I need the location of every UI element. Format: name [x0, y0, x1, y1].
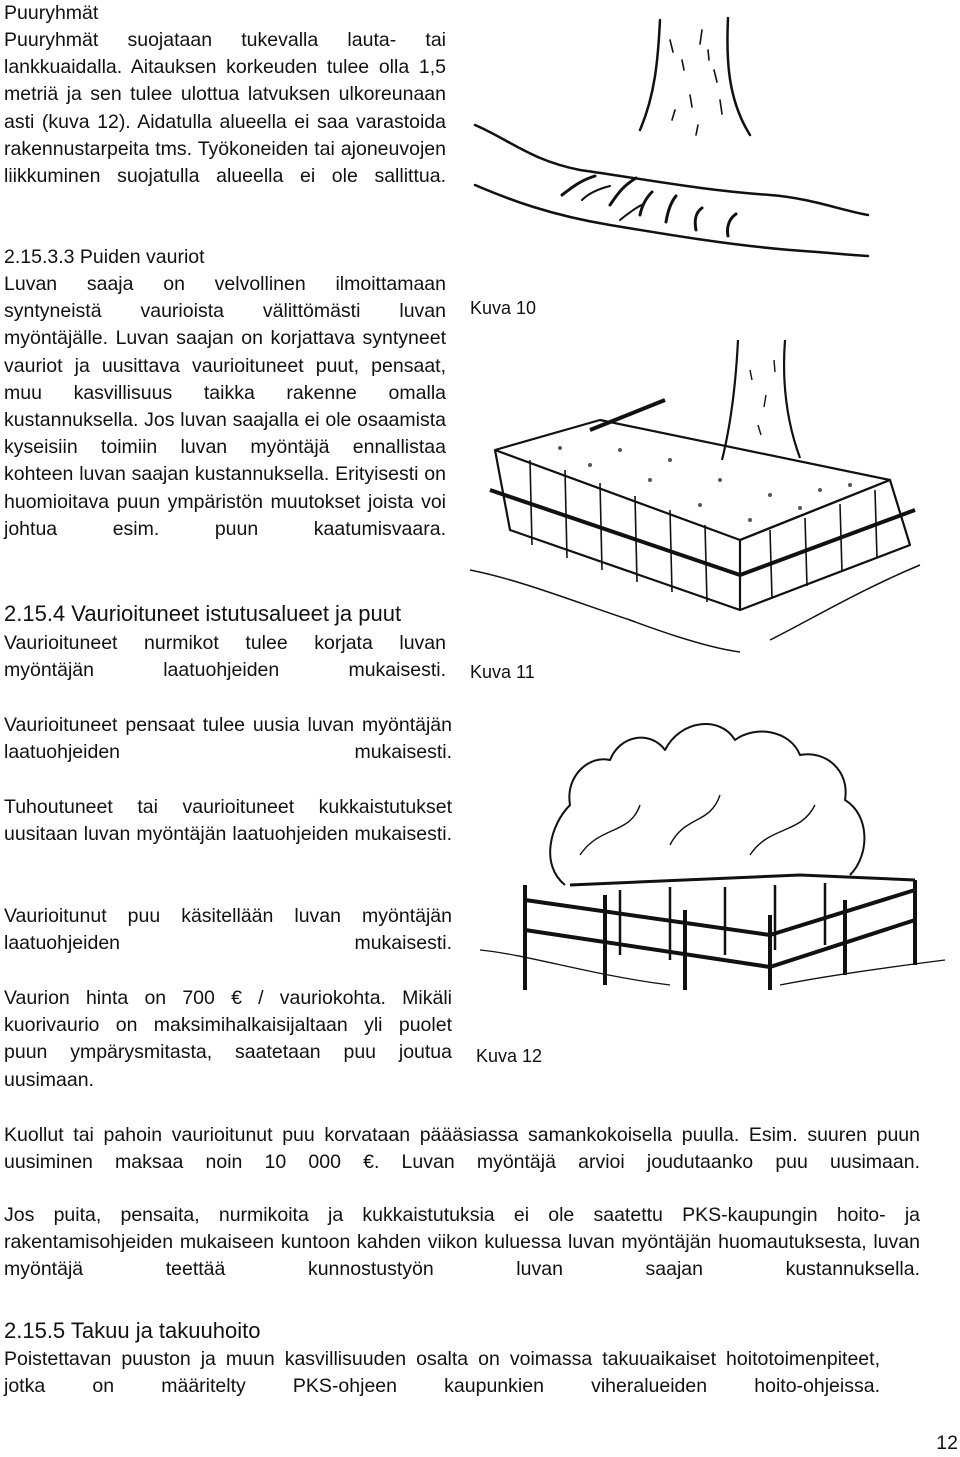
paragraph-vauriot: Luvan saaja on velvollinen ilmoittamaan syntyneistä vaurioista välittömästi luvan myöntäjälle. Luvan saajan on korjattava syntyneet vauriot ja uusittava vaurioituneet puut, pensaat, muu kasvillisuus taikka rakenne omalla kustannuksella. Jos luvan saajalla ei ole osaamista kyseisiin toimiin luvan myöntäjä ennallistaa kohteen luvan saajan kustannuksella. Erityisesti on huomioitava puun ympäristön muutokset joista voi johtua esim. puun kaatumisvaara. [4, 273, 446, 540]
paragraph-nurmikot: Vaurioituneet nurmikot tulee korjata luvan myöntäjän laatuohjeiden mukaisesti. [4, 632, 446, 682]
tree-box-protection-illustration [470, 330, 950, 660]
caption-kuva-11: Kuva 11 [470, 662, 535, 682]
heading-takuu-ja-takuuhoito: 2.15.5 Takuu ja takuuhoito [4, 1318, 261, 1343]
paragraph-kunnostus: Jos puita, pensaita, nurmikoita ja kukkaistutuksia ei ole saatettu PKS-kaupungin hoito- ja rakentamisohjeiden mukaiseen kuntoon kahden viikon kuluessa luvan myöntäjän huomautuksesta, luvan myöntäjä teettää kunnostustyön luvan saajan kustannuksella. [4, 1204, 920, 1281]
figure-kuva-11 [470, 330, 950, 660]
paragraph-kukkaistutukset: Tuhoutuneet tai vaurioituneet kukkaistutukset uusitaan luvan myöntäjän laatuohjeiden mukaisesti. [4, 796, 452, 846]
paragraph-takuu: Poistettavan puuston ja muun kasvillisuuden osalta on voimassa takuuaikaiset hoitotoimenpiteet, jotka on määritelty PKS-ohjeen kaupunkien viheralueiden hoito-ohjeissa. [4, 1348, 880, 1398]
heading-puuryhmat: Puuryhmät [4, 2, 99, 24]
paragraph-vaurion-hinta: Vaurion hinta on 700 € / vauriokohta. Mikäli kuorivaurio on maksimihalkaisijaltaan yli puolet puun ympärysmitasta, saatetaan puu joutua uusimaan. [4, 987, 452, 1091]
caption-kuva-10: Kuva 10 [470, 298, 537, 318]
tree-trunk-damage-illustration [470, 0, 870, 260]
paragraph-puuryhmat: Puuryhmät suojataan tukevalla lauta- tai lankkuaidalla. Aitauksen korkeuden tulee olla 1,5 metriä ja sen tulee ulottua latvuksen ulkoreunaan asti (kuva 12). Aidatulla alueella ei saa varastoida rakennustarpeita tms. Työkoneiden tai ajoneuvojen liikkuminen suojatulla alueella ei ole sallittua. [4, 29, 446, 188]
paragraph-kuollut-puu: Kuollut tai pahoin vaurioitunut puu korvataan päääsiassa samankokoisella puulla. Esim. suuren puun uusiminen maksaa noin 10 000 €. Luvan myöntäjä arvioi joudutaanko puu uusimaan. [4, 1124, 920, 1174]
paragraph-vaurioitunut-puu: Vaurioitunut puu käsitellään luvan myöntäjän laatuohjeiden mukaisesti. [4, 905, 452, 955]
paragraph-pensaat: Vaurioituneet pensaat tulee uusia luvan myöntäjän laatuohjeiden mukaisesti. [4, 714, 452, 764]
page-number: 12 [936, 1432, 958, 1454]
heading-puiden-vauriot: 2.15.3.3 Puiden vauriot [4, 246, 205, 268]
caption-kuva-12: Kuva 12 [476, 1046, 543, 1066]
figure-kuva-10 [470, 0, 870, 260]
heading-vaurioituneet-istutusalueet: 2.15.4 Vaurioituneet istutusalueet ja puut [4, 601, 402, 626]
figure-kuva-12 [470, 705, 950, 995]
fenced-tree-group-illustration [470, 705, 950, 995]
